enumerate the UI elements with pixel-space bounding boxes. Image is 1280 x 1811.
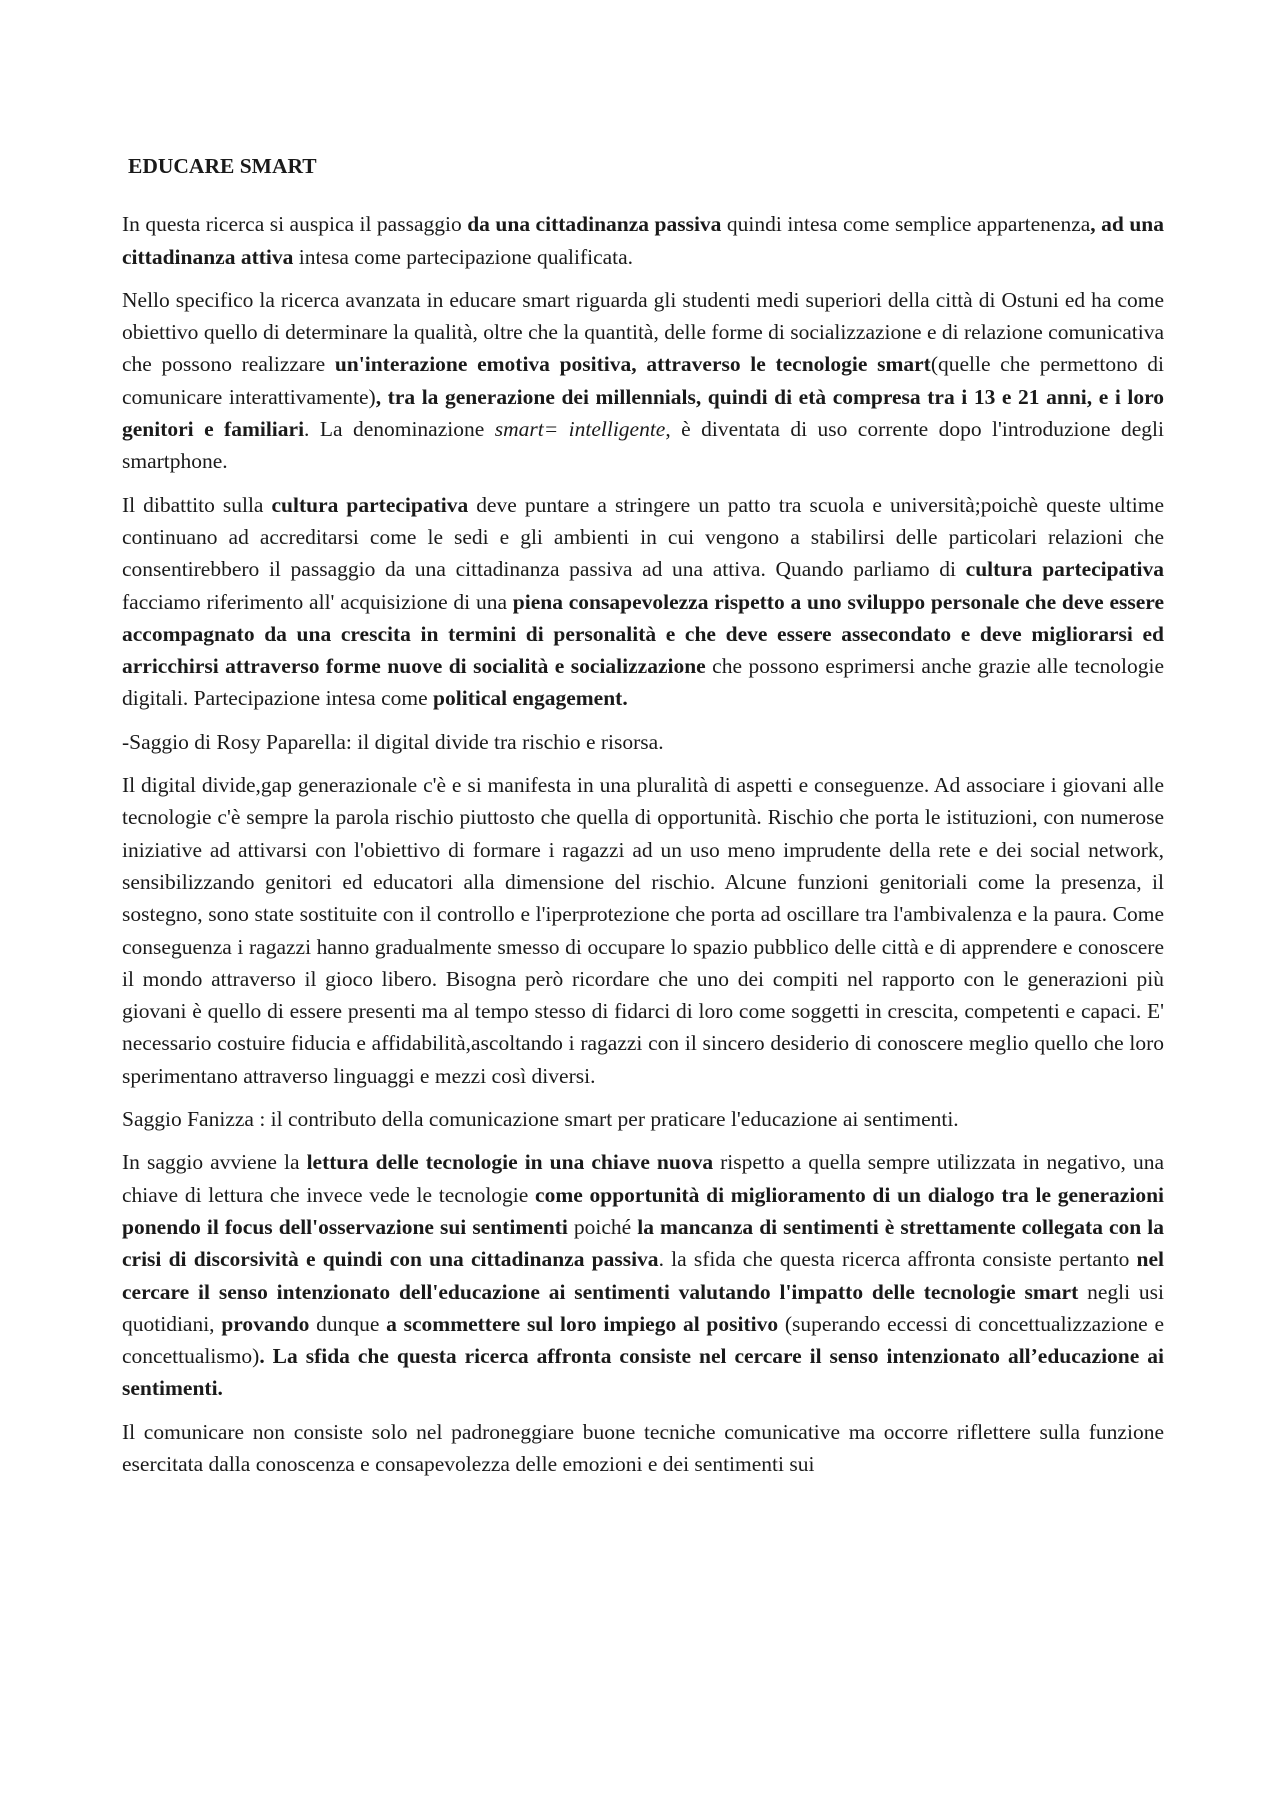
text-run: intesa come partecipazione qualificata.	[293, 244, 634, 269]
paragraph	[122, 208, 1164, 273]
text-run: Il comunicare non consiste solo nel padroneggiare buone tecniche comunicative ma occorre riflettere sulla funzione esercitata dalla conoscenza e consapevolezza delle emozioni e dei sentimenti sui	[122, 1419, 1164, 1476]
text-run: Saggio Fanizza : il contributo della comunicazione smart per praticare l'educazione ai sentimenti.	[122, 1107, 959, 1132]
bold-text: , tra la generazione dei millennials, quindi di età compresa tra i 13 e 21 anni, e i loro genitori e familiari	[122, 384, 1165, 442]
bold-text: lettura delle tecnologie in una chiave nuova	[306, 1150, 714, 1175]
bold-text: cultura partecipativa	[271, 492, 469, 517]
text-run: deve puntare a stringere un patto tra scuola e università;poichè queste ultime continuano ad accreditarsi come le sedi e gli ambienti in cui vengono a stabilirsi delle particolari relazioni che consentirebbero il passaggio da una cittadinanza passiva ad una attiva. Quando parliamo di	[122, 492, 1164, 582]
text-run: . la sfida che questa ricerca affronta consiste pertanto	[658, 1247, 1137, 1272]
bold-text: un'interazione emotiva positiva, attraverso le tecnologie smart	[334, 352, 931, 377]
paragraph	[122, 726, 1164, 758]
text-run: negli usi quotidiani,	[122, 1279, 1164, 1336]
paragraph	[122, 1416, 1164, 1481]
text-run: , è diventata di uso corrente dopo l'introduzione degli smartphone.	[122, 417, 1164, 474]
bold-text: la mancanza di sentimenti è strettamente collegata con la crisi di discorsività e quindi con una cittadinanza passiva	[122, 1214, 1164, 1272]
paragraph	[122, 1146, 1164, 1404]
text-run: (superando eccessi di concettualizzazione e concettualismo)	[122, 1311, 1164, 1369]
paragraph	[122, 1103, 1164, 1135]
text-run: dunque	[309, 1311, 387, 1336]
bold-text: , ad una cittadinanza attiva	[122, 212, 1164, 269]
text-run: . La denominazione	[304, 417, 495, 442]
document-title: EDUCARE SMART	[128, 154, 317, 178]
italic-text: smart= intelligente	[494, 417, 666, 442]
bold-text: piena consapevolezza rispetto a uno sviluppo personale che deve essere accompagnato da una crescita in termini di personalità e che deve essere assecondato e deve migliorarsi ed arricchirsi attraverso forme nuove di socialità e socializzazione	[122, 589, 1165, 679]
text-run: (quelle che permettono di comunicare interattivamente)	[122, 352, 1164, 409]
text-run: Il dibattito sulla	[122, 492, 272, 517]
text-run: poiché	[567, 1214, 638, 1239]
bold-text: da una cittadinanza passiva	[467, 212, 722, 237]
paragraph	[122, 489, 1164, 715]
bold-text: provando	[221, 1311, 310, 1336]
text-run: rispetto a quella sempre utilizzata in negativo, una chiave di lettura che invece vede le tecnologie	[122, 1150, 1164, 1207]
document-page	[122, 150, 1164, 1491]
document-body	[122, 208, 1164, 1480]
text-run: -Saggio di Rosy Paparella: il digital divide tra rischio e risorsa.	[122, 729, 664, 754]
bold-text: . La sfida che questa ricerca affronta consiste nel cercare il senso intenzionato all’educazione ai sentimenti.	[122, 1344, 1164, 1401]
text-run: quindi intesa come semplice appartenenza	[721, 212, 1091, 237]
bold-text: cultura partecipativa	[965, 557, 1164, 582]
bold-text: come opportunità di miglioramento di un dialogo tra le generazioni ponendo il focus dell'osservazione sui sentimenti	[122, 1182, 1164, 1239]
paragraph	[122, 284, 1164, 478]
text-run: Il digital divide,gap generazionale c'è e si manifesta in una pluralità di aspetti e conseguenze. Ad associare i giovani alle tecnologie c'è sempre la parola rischio piuttosto che quella di opportunità. Rischio che porta le istituzioni, con numerose iniziative ad attivarsi con l'obiettivo di formare i ragazzi ad un uso meno imprudente della rete e dei social network, sensibilizzando genitori ed educatori alla dimensione del rischio. Alcune funzioni genitoriali come la presenza, il sostegno, sono state sostituite con il controllo e l'iperprotezione che porta ad oscillare tra l'ambivalenza e la paura. Come conseguenza i ragazzi hanno gradualmente smesso di occupare lo spazio pubblico delle città e di apprendere e conoscere il mondo attraverso il gioco libero. Bisogna però ricordare che uno dei compiti nel rapporto con le generazioni più giovani è quello di essere presenti ma al tempo stesso di fidarci di loro come soggetti in crescita, competenti e capaci. E' necessario costuire fiducia e affidabilità,ascoltando i ragazzi con il sincero desiderio di conoscere meglio quello che loro sperimentano attraverso linguaggi e mezzi così diversi.	[122, 773, 1164, 1088]
bold-text: a scommettere sul loro impiego al positivo	[386, 1311, 779, 1336]
text-run: In saggio avviene la	[122, 1150, 307, 1175]
text-run: facciamo riferimento all' acquisizione di una	[122, 589, 513, 614]
bold-text: political engagement.	[433, 686, 628, 711]
bold-text: nel cercare il senso intenzionato dell'educazione ai sentimenti valutando l'impatto delle tecnologie smart	[122, 1247, 1164, 1304]
text-run: che possono esprimersi anche grazie alle tecnologie digitali. Partecipazione intesa come	[122, 654, 1164, 711]
paragraph	[122, 769, 1164, 1092]
text-run: Nello specifico la ricerca avanzata in educare smart riguarda gli studenti medi superiori della città di Ostuni ed ha come obiettivo quello di determinare la qualità, oltre che la quantità, delle forme di socializzazione e di relazione comunicativa che possono realizzare	[122, 287, 1164, 377]
text-run: In questa ricerca si auspica il passaggio	[122, 212, 468, 237]
